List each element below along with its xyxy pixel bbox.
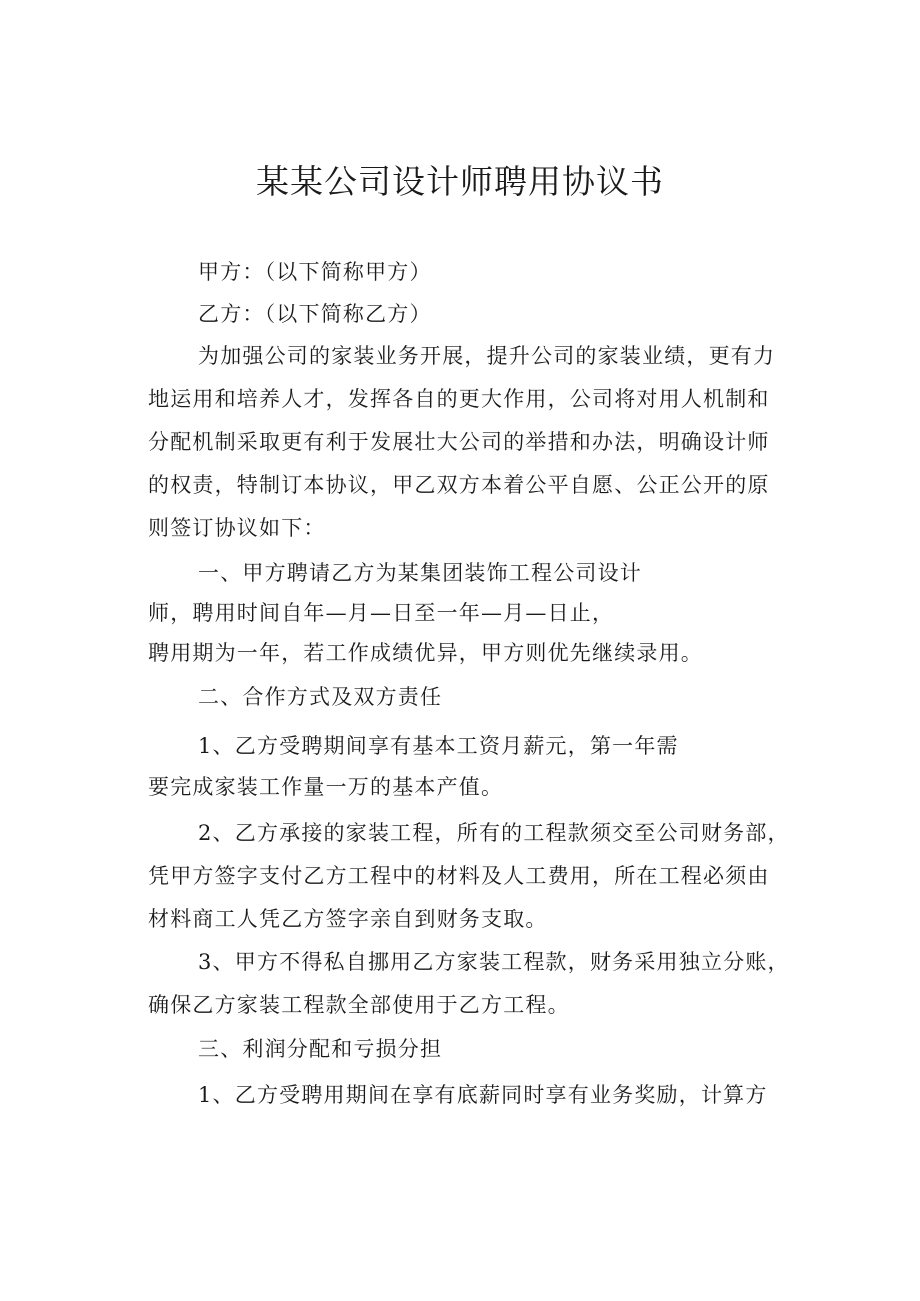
clause-line: 1、乙方受聘用期间在享有底薪同时享有业务奖励，计算方: [198, 1083, 768, 1107]
paragraph-line: 为加强公司的家装业务开展，提升公司的家装业绩，更有力: [198, 344, 776, 368]
paragraph-line: 凭甲方签字支付乙方工程中的材料及人工费用，所在工程必须由: [148, 864, 770, 888]
document-title: 某某公司设计师聘用协议书: [256, 162, 664, 201]
clause-line: 3、甲方不得私自挪用乙方家装工程款，财务采用独立分账，: [198, 950, 790, 974]
paragraph-line: 要完成家装工作量一万的基本产值。: [148, 775, 504, 799]
section-two-heading: 二、合作方式及双方责任: [198, 685, 443, 709]
paragraph-line: 分配机制采取更有利于发展壮大公司的举措和办法，明确设计师: [148, 430, 770, 454]
paragraph-line: 确保乙方家装工程款全部使用于乙方工程。: [148, 993, 570, 1017]
clause-line: 2、乙方承接的家装工程，所有的工程款须交至公司财务部，: [198, 821, 790, 845]
paragraph-line: 材料商工人凭乙方签字亲自到财务支取。: [148, 907, 548, 931]
paragraph-line: 则签订协议如下：: [148, 516, 326, 540]
party-a-line: 甲方：（以下简称甲方）: [198, 260, 432, 284]
paragraph-line: 师，聘用时间自年—月—日至一年—月—日止，: [148, 601, 615, 625]
paragraph-line: 的权责，特制订本协议，甲乙双方本着公平自愿、公正公开的原: [148, 473, 770, 497]
party-b-line: 乙方：（以下简称乙方）: [198, 302, 432, 326]
section-one-line: 一、甲方聘请乙方为某集团装饰工程公司设计: [198, 561, 642, 585]
paragraph-line: 聘用期为一年，若工作成绩优异，甲方则优先继续录用。: [148, 641, 703, 665]
section-three-heading: 三、利润分配和亏损分担: [198, 1037, 443, 1061]
paragraph-line: 地运用和培养人才，发挥各自的更大作用，公司将对用人机制和: [148, 387, 770, 411]
clause-line: 1、乙方受聘期间享有基本工资月薪元，第一年需: [198, 734, 679, 758]
